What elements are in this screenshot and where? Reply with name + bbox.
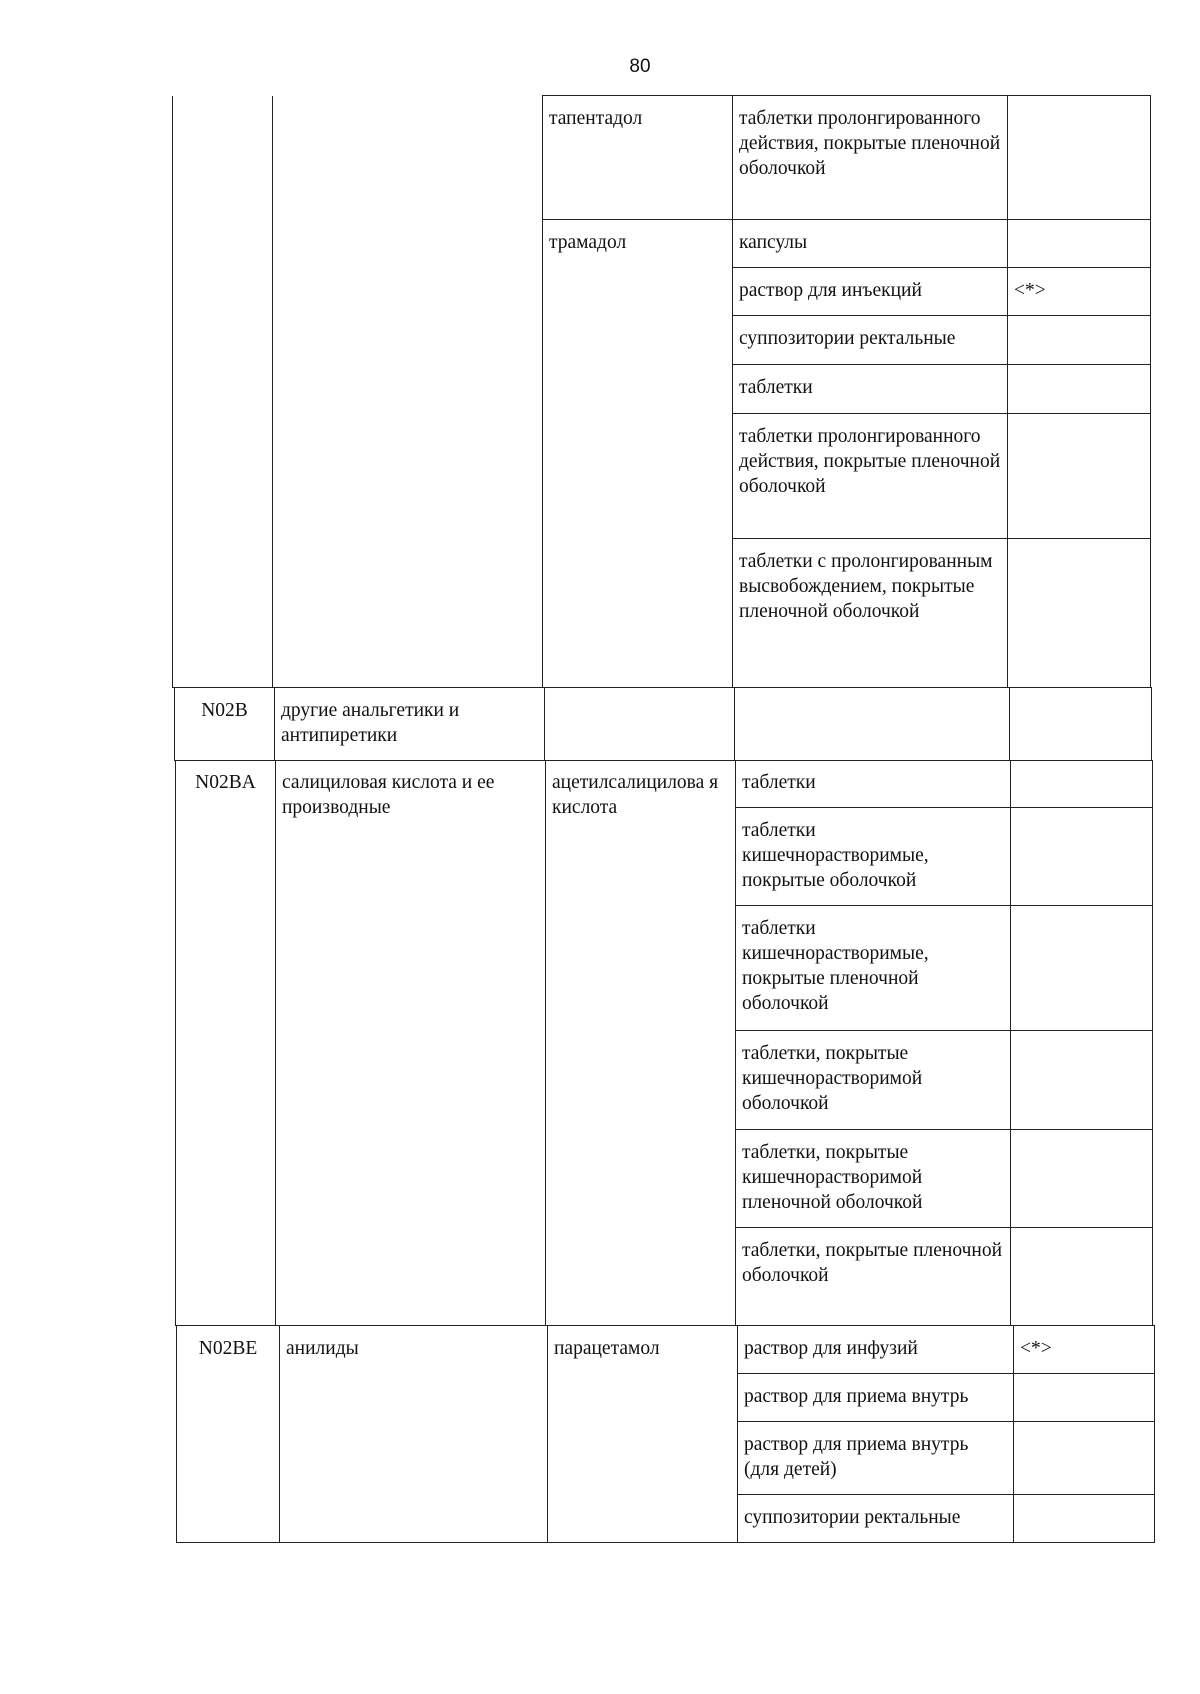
note-cell [1008, 220, 1151, 268]
drug-table-segment-n02ba [175, 760, 1153, 1326]
group-name-cell: другие анальгетики и антипиретики [275, 688, 545, 761]
note-cell [1011, 760, 1153, 807]
atc-code-cell: N02BE [177, 1326, 280, 1543]
dosage-form-cell: таблетки кишечнорастворимые, покрытые пленочной оболочкой [736, 905, 1011, 1030]
atc-code-cell: N02B [175, 688, 275, 761]
dosage-form-cell: раствор для инъекций [733, 268, 1008, 316]
drug-name-cell [545, 688, 735, 761]
dosage-form-cell: суппозитории ректальные [738, 1495, 1014, 1543]
drug-name-cell: трамадол [543, 220, 733, 688]
note-cell [1008, 414, 1151, 539]
drug-table-segment-continuation [172, 95, 1151, 688]
dosage-form-cell: раствор для приема внутрь (для детей) [738, 1422, 1014, 1495]
drug-name-cell: ацетилсалицилова я кислота [546, 760, 736, 1325]
note-cell [1011, 807, 1153, 905]
dosage-form-cell [735, 688, 1010, 761]
dosage-form-cell: таблетки, покрытые пленочной оболочкой [736, 1227, 1011, 1325]
atc-code-cell: N02BA [176, 760, 276, 1325]
drug-name-cell: парацетамол [548, 1326, 738, 1543]
group-name-cell: анилиды [280, 1326, 548, 1543]
drug-table-segment-n02b [174, 687, 1152, 761]
note-cell [1011, 1030, 1153, 1129]
dosage-form-cell: капсулы [733, 220, 1008, 268]
note-cell [1008, 539, 1151, 688]
dosage-form-cell: суппозитории ректальные [733, 316, 1008, 365]
dosage-form-cell: таблетки, покрытые кишечнорастворимой оболочкой [736, 1030, 1011, 1129]
dosage-form-cell: таблетки [733, 365, 1008, 414]
note-cell [1014, 1422, 1155, 1495]
note-cell [1014, 1495, 1155, 1543]
note-cell [1014, 1374, 1155, 1422]
note-cell [1011, 1227, 1153, 1325]
drug-name-cell: тапентадол [543, 96, 733, 220]
dosage-form-cell: раствор для инфузий [738, 1326, 1014, 1374]
dosage-form-cell: таблетки пролонгированного действия, покрытые пленочной оболочкой [733, 96, 1008, 220]
note-cell [1008, 96, 1151, 220]
note-cell: <*> [1014, 1326, 1155, 1374]
note-cell [1011, 1129, 1153, 1227]
note-cell: <*> [1008, 268, 1151, 316]
atc-code-cell [173, 96, 273, 688]
dosage-form-cell: таблетки пролонгированного действия, покрытые пленочной оболочкой [733, 414, 1008, 539]
note-cell [1008, 365, 1151, 414]
page-number: 80 [629, 56, 651, 77]
dosage-form-cell: таблетки кишечнорастворимые, покрытые оболочкой [736, 807, 1011, 905]
dosage-form-cell: таблетки [736, 760, 1011, 807]
drug-table-segment-n02be [176, 1325, 1155, 1543]
dosage-form-cell: таблетки с пролонгированным высвобождением, покрытые пленочной оболочкой [733, 539, 1008, 688]
group-name-cell [273, 96, 543, 688]
note-cell [1011, 905, 1153, 1030]
note-cell [1008, 316, 1151, 365]
note-cell [1010, 688, 1152, 761]
dosage-form-cell: раствор для приема внутрь [738, 1374, 1014, 1422]
group-name-cell: салициловая кислота и ее производные [276, 760, 546, 1325]
dosage-form-cell: таблетки, покрытые кишечнорастворимой пленочной оболочкой [736, 1129, 1011, 1227]
